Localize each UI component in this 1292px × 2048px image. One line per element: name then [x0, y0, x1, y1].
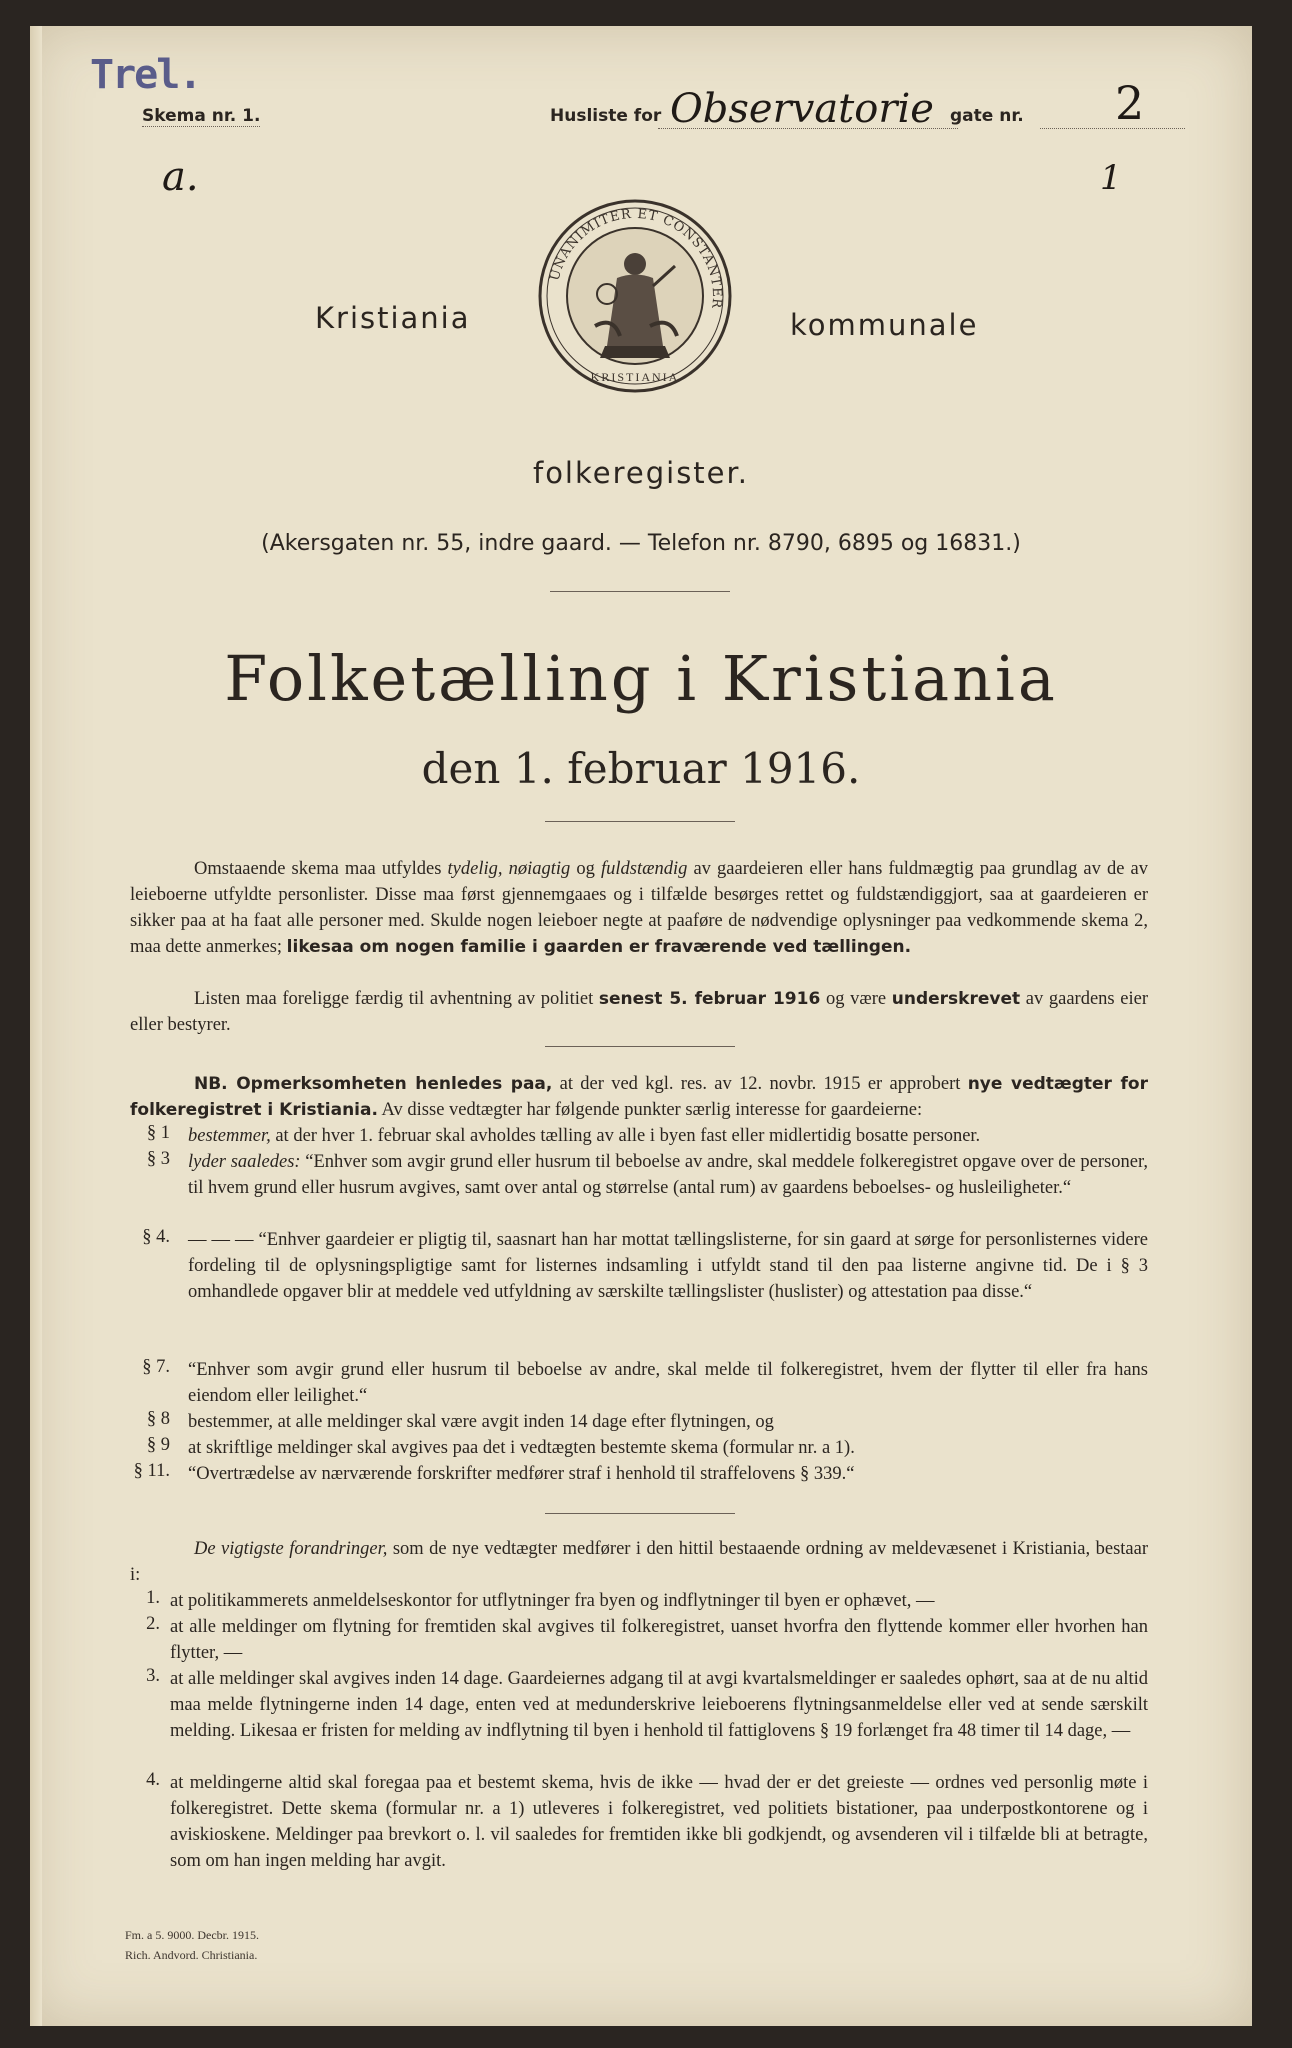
gate-label: gate nr.: [950, 106, 1024, 126]
change-item: at meldingerne altid skal foregaa paa et bestemt skema, hvis de ikke — hvad der er det greieste — ordnes ved personlig møte i folkeregistret. Dette skema (formular nr. a 1) utleveres i folkeregistret, ved politiets bistationer, paa underpostkontorene og i aviskioskene. Meldinger paa brevkort o. l. vil saaledes for fremtiden ikke bli godkjendt, og avsenderen vil i tilfælde bli at betragte, som om han ingen melding har avgit.: [170, 1773, 1148, 1871]
deadline-paragraph: Listen maa foreligge færdig til avhentning av politiet senest 5. februar 1916 og være underskrevet av gaardens eier eller bestyrer.: [130, 989, 1149, 1035]
trel-stamp: Trel.: [90, 52, 201, 98]
footer-printer: Rich. Andvord. Christiania.: [125, 1948, 258, 1962]
census-form-page: Trel. Skema nr. 1. Husliste for Observatorie gate nr. 2 a. 1 UNANIMITER ET CONSTANTER KRISTIANIA Kristiania kommunale folkeregister. (Akersgaten nr. 55, indre gaard. — Telefon nr. 8790, 6895 og 16831.) Folketælling i Kristiania den 1. februar 1916. Omstaaende skema maa utfyldes tydelig, nøiagtig og fuldstændig av gaardeieren eller hans fuldmægtig paa grundlag av de av leieboerne utfyldte personlister. Disse maa først gjennemgaaes og i tilfælde besørges rettet og fuldstændiggjort, saa at gaardeieren er sikker paa at ha faat alle personer med. Skulde nogen leieboer negte at paaføre de nødvendige oplysninger paa vedkommende skema 2, maa dette anmerkes; likesaa om nogen familie i gaarden er fraværende ved tællingen. Listen maa foreligge færdig til avhentning av politiet senest 5. februar 1916 og være underskrevet av gaardens eier eller bestyrer. NB. Opmerksomheten henledes paa, at der ved kgl. res. av 12. novbr. 1915 er approbert nye vedtægter for folkeregistret i Kristiania. Av disse vedtægter har følgende punkter særlig interesse for gaardeierne: § 1 bestemmer, at der hver 1. februar skal avholdes tælling av alle i byen fast eller midlertidig bosatte personer. § 3 lyder saaledes: “Enhver som avgir grund eller husrum til beboelse av andre, skal meddele folkeregistret opgave over de personer, til hvem grund eller husrum avgives, samt over antal og størrelse (antal rum) av gaardens beboelses- og husleiligheter.“ § 4. — — — “Enhver gaardeier er pligtig til, saasnart han har mottat tællingslisterne, for sin gaard at sørge for personlisternes videre fordeling til de oplysningspligtige samt for listernes indsamling i utfyldt stand til den paa listerne angivne tid. De i § 3 omhandlede opgaver blir at meddele ved utfyldning av særskilte tællingslister (huslister) og attestation paa disse.“ § 7. “Enhver som avgir grund eller husrum til beboelse av andre, skal melde til folkeregistret, hvem der flytter til eller fra hans eiendom eller leilighet.“ § 8 bestemmer, at alle meldinger skal være avgit inden 14 dage efter flytningen, og § 9 at skriftlige meldinger skal avgives paa det i vedtægten bestemte skema (formular nr. a 1). § 11. “Overtrædelse av nærværende forskrifter medfører straf i henhold til straffelovens § 339.“ De vigtigste forandringer, som de nye vedtægter medfører i den hittil bestaaende ordning av meldevæsenet i Kristiania, bestaar i: 1. at politikammerets anmeldelseskontor for utflytninger fra byen og indflytninger til byen er ophævet, — 2. at alle meldinger om flytning for fremtiden skal avgives til folkeregistret, uanset hvorfra den flyttende kommer eller hvorhen han flytter, — 3. at alle meldinger skal avgives inden 14 dage. Gaardeiernes adgang til at avgi kvartalsmeldinger er saaledes ophørt, saa at de nu altid maa melde flytningerne inden 14 dage, enten ved at medunderskrive leieboerens flytningsanmeldelse eller ved at sende særskilt melding. Likesaa er fristen for melding av indflytning til byen i henhold til fattiglovens § 19 forlænget fra 48 timer til 14 dage, — 4. at meldingerne altid skal foregaa paa et bestemt skema, hvis de ikke — hvad der er det greieste — ordnes ved personlig møte i folkeregistret. Dette skema (formular nr. a 1) utleveres i folkeregistret, ved politiets bistationer, paa underpostkontorene og i aviskioskene. Meldinger paa brevkort o. l. vil saaledes for fremtiden ikke bli godkjendt, og avsenderen vil i tilfælde bli at betragte, som om han ingen melding har avgit. Fm. a 5. 9000. Decbr. 1915. Rich. Andvord. Christiania.: [30, 26, 1252, 2026]
nb-item: bestemmer, at alle meldinger skal være avgit inden 14 dage efter flytningen, og: [188, 1412, 774, 1432]
seal-bottom-text: KRISTIANIA: [590, 370, 680, 384]
street-handwritten: Observatorie: [670, 86, 934, 132]
nb-item: lyder saaledes: “Enhver som avgir grund eller husrum til beboelse av andre, skal meddele folkeregistret opgave over de personer, til hvem grund eller husrum avgives, samt over antal og størrelse (antal rum) av gaardens beboelses- og husleiligheter.“: [188, 1152, 1148, 1198]
office-below: folkeregister.: [532, 456, 749, 490]
office-left: Kristiania: [315, 301, 471, 335]
footer-printing-info: Fm. a 5. 9000. Decbr. 1915.: [125, 1928, 259, 1942]
change-item: at politikammerets anmeldelseskontor for utflytninger fra byen og indflytninger til byen er ophævet, —: [170, 1591, 935, 1611]
kristiania-city-seal-icon: [535, 196, 735, 396]
number-handwritten: 2: [1115, 76, 1145, 130]
seal-ring-text: UNANIMITER ET CONSTANTER: [547, 206, 725, 310]
change-item: at alle meldinger skal avgives inden 14 dage. Gaardeiernes adgang til at avgi kvartalsmeldinger er saaledes ophørt, saa at de nu altid maa melde flytningerne inden 14 dage, enten ved at medunderskrive leieboerens flytningsanmeldelse eller ved at sende særskilt melding. Likesaa er fristen for melding av indflytning til byen i henhold til fattiglovens § 19 forlænget fra 48 timer til 14 dage, —: [170, 1669, 1148, 1741]
change-item: at alle meldinger om flytning for fremtiden skal avgives til folkeregistret, uanset hvorfra den flyttende kommer eller hvorhen han flytter, —: [170, 1617, 1148, 1663]
nb-item: “Enhver som avgir grund eller husrum til beboelse av andre, skal melde til folkeregistret, hvem der flytter til eller fra hans eiendom eller leilighet.“: [188, 1360, 1148, 1406]
husliste-line: [550, 76, 1190, 134]
husliste-label: Husliste for: [550, 106, 662, 126]
nb-item: bestemmer, at der hver 1. februar skal avholdes tælling av alle i byen fast eller midlertidig bosatte personer.: [188, 1126, 981, 1146]
nb-item: — — — “Enhver gaardeier er pligtig til, saasnart han har mottat tællingslisterne, for sin gaard at sørge for personlisternes videre fordeling til de oplysningspligtige samt for listernes indsamling i utfyldt stand til den paa listerne angivne tid. De i § 3 omhandlede opgaver blir at meddele ved utfyldning av særskilte tællingslister (huslister) og attestation paa disse.“: [188, 1230, 1148, 1302]
handwritten-mark-a: a.: [162, 154, 199, 200]
office-right: kommunale: [790, 308, 979, 342]
office-address: (Akersgaten nr. 55, indre gaard. — Telefon nr. 8790, 6895 og 16831.): [261, 531, 1021, 556]
handwritten-mark-1: 1: [1100, 158, 1122, 198]
page-subtitle: den 1. februar 1916.: [421, 744, 861, 793]
intro-paragraph: Omstaaende skema maa utfyldes tydelig, nøiagtig og fuldstændig av gaardeieren eller hans fuldmægtig paa grundlag av de av leieboerne utfyldte personlister. Disse maa først gjennemgaaes og i tilfælde besørges rettet og fuldstændiggjort, saa at gaardeieren er sikker paa at ha faat alle personer med. Skulde nogen leieboer negte at paaføre de nødvendige oplysninger paa vedkommende skema 2, maa dette anmerkes; likesaa om nogen familie i gaarden er fraværende ved tællingen.: [130, 859, 1149, 957]
nb-item: at skriftlige meldinger skal avgives paa det i vedtægten bestemte skema (formular nr. a 1).: [188, 1438, 855, 1458]
changes-intro: De vigtigste forandringer, som de nye vedtægter medfører i den hittil bestaaende ordning av meldevæsenet i Kristiania, bestaar i:: [130, 1539, 1148, 1585]
page-title: Folketælling i Kristiania: [224, 642, 1058, 715]
nb-paragraph: NB. Opmerksomheten henledes paa, at der ved kgl. res. av 12. novbr. 1915 er approbert nye vedtægter for folkeregistret i Kristiania. Av disse vedtægter har følgende punkter særlig interesse for gaardeierne:: [130, 1074, 1148, 1120]
nb-item: “Overtrædelse av nærværende forskrifter medfører straf i henhold til straffelovens § 339.“: [188, 1464, 855, 1484]
skema-label: Skema nr. 1.: [142, 106, 261, 126]
